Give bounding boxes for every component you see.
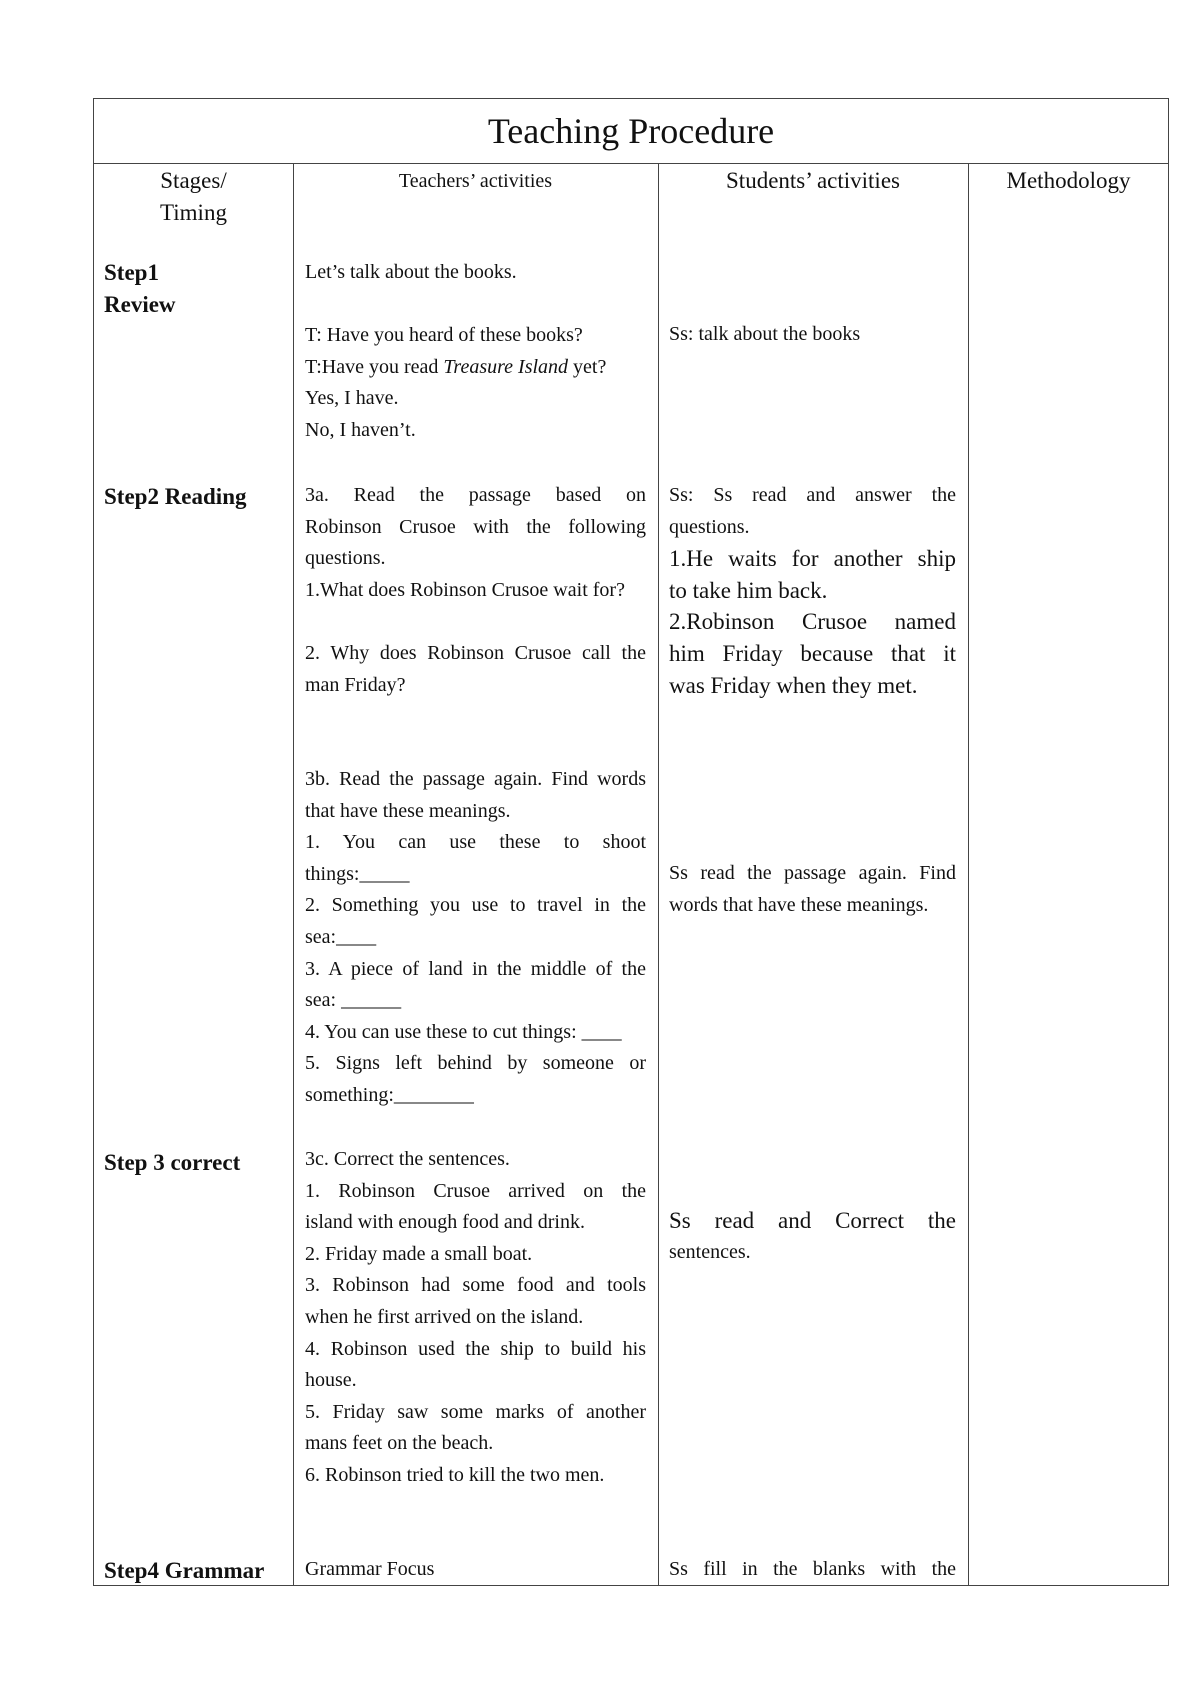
students-grammar-line: Ss fill in the blanks with the xyxy=(669,1558,956,1580)
students-find-words-block xyxy=(669,858,956,921)
students-answer-1: 1.He waits for another ship xyxy=(669,546,956,572)
correct-3c-line: house. xyxy=(305,1369,357,1392)
teacher-review-question-1: T: Have you heard of these books? xyxy=(305,324,583,347)
reading-3b-line: sea:____ xyxy=(305,925,377,948)
correct-3c-item: 1. Robinson Crusoe arrived on the xyxy=(305,1179,646,1202)
students-correct-line: Ss read and Correct the xyxy=(669,1208,956,1233)
teaching-procedure-table xyxy=(93,98,1169,1586)
correct-3c-line: 3c. Correct the sentences. xyxy=(305,1148,510,1170)
teacher-review-question-2 xyxy=(305,352,646,384)
correct-3c-item: 3. Robinson had some food and tools xyxy=(305,1274,646,1297)
header-methodology: Methodology xyxy=(1006,168,1131,193)
column-divider xyxy=(968,163,969,1585)
teacher-review-answer-yes: Yes, I have. xyxy=(305,387,399,410)
reading-3a-question-1: 1.What does Robinson Crusoe wait for? xyxy=(305,578,625,601)
reading-3b-item: 5. Signs left behind by someone or xyxy=(305,1052,646,1075)
students-answer-2: 2.Robinson Crusoe named xyxy=(669,609,956,635)
column-divider xyxy=(293,163,294,1585)
column-divider xyxy=(658,163,659,1585)
correct-3c-line: when he first arrived on the island. xyxy=(305,1305,584,1328)
stage-step1-number: Step1 xyxy=(104,260,159,285)
correct-3c-item: 4. Robinson used the ship to build his xyxy=(305,1337,646,1360)
students-reading-line: questions. xyxy=(669,515,750,538)
reading-3b-item: 2. Something you use to travel in the xyxy=(305,894,646,917)
stage-step1 xyxy=(104,257,176,321)
reading-3b-line: 3b. Read the passage again. Find words xyxy=(305,768,646,790)
correct-3c-item: 2. Friday made a small boat. xyxy=(305,1242,533,1265)
students-find-line: words that have these meanings. xyxy=(669,893,929,916)
reading-3b-line: sea: ______ xyxy=(305,989,402,1012)
teacher-grammar-block: Grammar Focus xyxy=(305,1558,435,1580)
reading-3b-line: things:_____ xyxy=(305,862,410,885)
correct-3c-item: 5. Friday saw some marks of another xyxy=(305,1400,646,1423)
reading-3a-line: man Friday? xyxy=(305,673,406,696)
stage-step2: Step2 Reading xyxy=(104,484,247,509)
reading-3a-line: 3a. Read the passage based on xyxy=(305,484,646,506)
students-answer-1-cont: to take him back. xyxy=(669,577,828,603)
reading-3b-item: 3. A piece of land in the middle of the xyxy=(305,957,646,980)
students-correct-block xyxy=(669,1205,956,1268)
students-review: Ss: talk about the books xyxy=(669,323,861,345)
correct-3c-line: island with enough food and drink. xyxy=(305,1211,585,1234)
reading-3a-line: questions. xyxy=(305,547,386,570)
header-teachers-activities: Teachers’ activities xyxy=(398,170,553,192)
teacher-correct-3c-block xyxy=(305,1144,646,1492)
header-stages-timing xyxy=(94,165,293,229)
reading-3b-item: 4. You can use these to cut things: ____ xyxy=(305,1020,622,1043)
correct-3c-item: 6. Robinson tried to kill the two men. xyxy=(305,1463,605,1486)
header-timing: Timing xyxy=(160,200,227,225)
students-reading-block xyxy=(669,480,956,701)
reading-3b-line: that have these meanings. xyxy=(305,799,511,822)
students-correct-line: sentences. xyxy=(669,1240,751,1263)
students-answer-2-cont: him Friday because that it xyxy=(669,640,956,666)
correct-3c-line: mans feet on the beach. xyxy=(305,1432,494,1455)
header-students-activities: Students’ activities xyxy=(726,168,900,193)
students-reading-line: Ss: Ss read and answer the xyxy=(669,484,956,506)
stage-step4: Step4 Grammar xyxy=(104,1558,265,1583)
header-stages: Stages/ xyxy=(160,168,227,193)
teacher-reading-3b-block xyxy=(305,764,646,1112)
teacher-reading-3a-block xyxy=(305,480,646,701)
reading-3a-line: Robinson Crusoe with the following xyxy=(305,515,646,538)
students-answer-2-cont: was Friday when they met. xyxy=(669,672,918,698)
stage-step3: Step 3 correct xyxy=(104,1150,241,1175)
teacher-review-intro: Let’s talk about the books. xyxy=(305,261,517,283)
reading-3b-line: something:________ xyxy=(305,1083,474,1106)
stage-step1-title: Review xyxy=(104,292,176,317)
reading-3a-question-2: 2. Why does Robinson Crusoe call the xyxy=(305,641,646,664)
question-2-prefix: T:Have you read xyxy=(305,355,444,378)
table-title: Teaching Procedure xyxy=(487,111,775,151)
students-find-line: Ss read the passage again. Find xyxy=(669,862,956,884)
table-title-row xyxy=(94,99,1168,164)
teacher-review-answer-no: No, I haven’t. xyxy=(305,418,416,441)
teacher-review-block xyxy=(305,257,646,447)
question-2-suffix: yet? xyxy=(568,355,607,378)
reading-3b-item: 1. You can use these to shoot xyxy=(305,831,646,854)
students-grammar-block xyxy=(669,1554,956,1586)
book-title-treasure-island: Treasure Island xyxy=(443,355,569,378)
